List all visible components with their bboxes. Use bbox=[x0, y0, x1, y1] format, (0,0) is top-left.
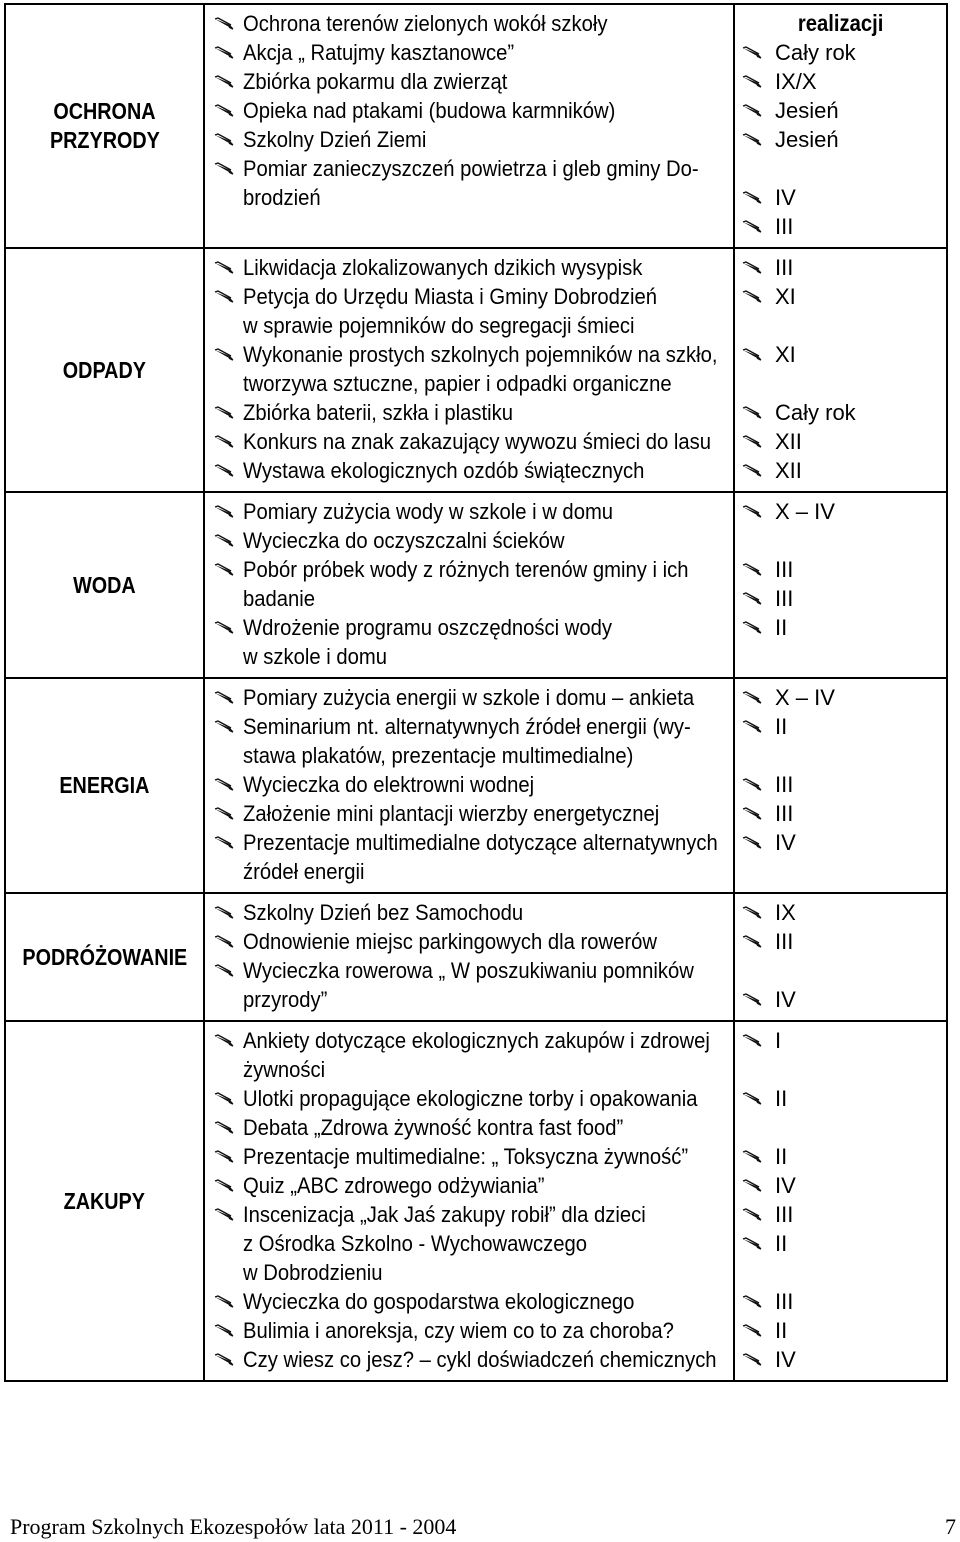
pencil-bullet-icon bbox=[213, 563, 235, 577]
category-label: PRZYRODY bbox=[49, 127, 160, 153]
activity-line bbox=[211, 741, 723, 770]
date-line bbox=[739, 828, 942, 857]
activity-line bbox=[211, 1171, 723, 1200]
date-line bbox=[739, 613, 942, 642]
activity-line bbox=[211, 497, 723, 526]
date-text: IX bbox=[775, 900, 796, 925]
activity-text: Bulimia i anoreksja, czy wiem co to za choroba? bbox=[243, 1318, 674, 1343]
date-line bbox=[739, 340, 942, 369]
dates-cell bbox=[734, 248, 947, 492]
activity-line bbox=[211, 340, 723, 369]
activity-line bbox=[211, 1200, 723, 1229]
activity-line bbox=[211, 1229, 723, 1258]
activity-text: Akcja „ Ratujmy kasztanowce” bbox=[243, 40, 515, 65]
activity-line bbox=[211, 38, 723, 67]
date-text: IV bbox=[775, 987, 796, 1012]
pencil-bullet-icon bbox=[741, 1179, 763, 1193]
activity-text: Quiz „ABC zdrowego odżywiania” bbox=[243, 1173, 545, 1198]
date-text: Cały rok bbox=[775, 40, 856, 65]
pencil-bullet-icon bbox=[213, 505, 235, 519]
activity-line bbox=[211, 369, 723, 398]
activity-line bbox=[211, 1026, 723, 1055]
activity-text: Opieka nad ptakami (budowa karmników) bbox=[243, 98, 616, 123]
date-line bbox=[739, 398, 942, 427]
pencil-bullet-icon bbox=[741, 993, 763, 1007]
activity-line bbox=[211, 253, 723, 282]
section-row bbox=[5, 678, 947, 893]
pencil-bullet-icon bbox=[213, 133, 235, 147]
date-line bbox=[739, 212, 942, 241]
date-line bbox=[739, 497, 942, 526]
date-text: IV bbox=[775, 185, 796, 210]
activity-text: Prezentacje multimedialne dotyczące alternatywnych bbox=[243, 830, 718, 855]
activity-line bbox=[211, 311, 723, 340]
activity-line bbox=[211, 857, 723, 886]
date-line bbox=[739, 770, 942, 799]
activity-text: Zbiórka baterii, szkła i plastiku bbox=[243, 400, 513, 425]
date-line bbox=[739, 1316, 942, 1345]
activity-line bbox=[211, 282, 723, 311]
pencil-bullet-icon bbox=[213, 807, 235, 821]
pencil-bullet-icon bbox=[213, 720, 235, 734]
date-line bbox=[739, 927, 942, 956]
category-cell bbox=[5, 893, 204, 1021]
pencil-bullet-icon bbox=[213, 464, 235, 478]
activity-line bbox=[211, 456, 723, 485]
category-label: PODRÓŻOWANIE bbox=[22, 943, 187, 970]
date-text: X – IV bbox=[775, 685, 835, 710]
pencil-bullet-icon bbox=[741, 1150, 763, 1164]
date-text: II bbox=[775, 1086, 788, 1111]
activity-text: Petycja do Urzędu Miasta i Gminy Dobrodzień bbox=[243, 284, 657, 309]
activities-cell bbox=[204, 492, 734, 678]
date-line bbox=[739, 311, 942, 340]
date-line bbox=[739, 96, 942, 125]
date-line bbox=[739, 67, 942, 96]
pencil-bullet-icon bbox=[741, 464, 763, 478]
pencil-bullet-icon bbox=[213, 1179, 235, 1193]
activity-text: Wycieczka rowerowa „ W poszukiwaniu pomników bbox=[243, 958, 694, 983]
activities-cell bbox=[204, 893, 734, 1021]
activity-text: z Ośrodka Szkolno - Wychowawczego bbox=[243, 1231, 588, 1256]
date-text: III bbox=[775, 255, 794, 280]
page-footer bbox=[10, 1510, 956, 1542]
category-cell bbox=[5, 1021, 204, 1381]
activity-text: Wykonanie prostych szkolnych pojemników na szkło, bbox=[243, 342, 718, 367]
date-line bbox=[739, 584, 942, 613]
activity-line bbox=[211, 898, 723, 927]
date-line bbox=[739, 956, 942, 985]
date-line bbox=[739, 712, 942, 741]
date-text: Jesień bbox=[775, 98, 839, 123]
category-cell bbox=[5, 4, 204, 248]
activity-line bbox=[211, 555, 723, 584]
activity-plan-table bbox=[4, 3, 948, 1382]
pencil-bullet-icon bbox=[213, 1034, 235, 1048]
activity-line bbox=[211, 67, 723, 96]
activity-line bbox=[211, 9, 723, 38]
activity-text: Szkolny Dzień Ziemi bbox=[243, 127, 427, 152]
realization-header bbox=[739, 9, 942, 38]
activity-text: Pomiar zanieczyszczeń powietrza i gleb gminy Do- bbox=[243, 156, 699, 181]
pencil-bullet-icon bbox=[741, 778, 763, 792]
pencil-bullet-icon bbox=[741, 1092, 763, 1106]
date-line bbox=[739, 898, 942, 927]
pencil-bullet-icon bbox=[741, 75, 763, 89]
pencil-bullet-icon bbox=[741, 720, 763, 734]
activity-text: Debata „Zdrowa żywność kontra fast food” bbox=[243, 1115, 624, 1140]
activity-line bbox=[211, 1287, 723, 1316]
pencil-bullet-icon bbox=[213, 1150, 235, 1164]
date-text: III bbox=[775, 1202, 794, 1227]
section-row bbox=[5, 492, 947, 678]
activity-line bbox=[211, 125, 723, 154]
date-text: X – IV bbox=[775, 499, 835, 524]
activity-line bbox=[211, 1055, 723, 1084]
pencil-bullet-icon bbox=[741, 906, 763, 920]
section-row bbox=[5, 1021, 947, 1381]
pencil-bullet-icon bbox=[213, 836, 235, 850]
pencil-bullet-icon bbox=[741, 406, 763, 420]
date-text: II bbox=[775, 615, 788, 640]
category-label: OCHRONA bbox=[53, 98, 156, 124]
activity-line bbox=[211, 985, 723, 1014]
pencil-bullet-icon bbox=[213, 778, 235, 792]
activity-line bbox=[211, 1258, 723, 1287]
date-line bbox=[739, 741, 942, 770]
activity-line bbox=[211, 642, 723, 671]
footer-title: Program Szkolnych Ekozespołów lata 2011 - 2004 bbox=[10, 1514, 457, 1539]
date-line bbox=[739, 125, 942, 154]
pencil-bullet-icon bbox=[213, 1208, 235, 1222]
pencil-bullet-icon bbox=[741, 104, 763, 118]
date-text: IV bbox=[775, 1347, 796, 1372]
date-line bbox=[739, 985, 942, 1014]
activity-text: w Dobrodzieniu bbox=[243, 1260, 383, 1285]
pencil-bullet-icon bbox=[741, 435, 763, 449]
activity-text: Likwidacja zlokalizowanych dzikich wysypisk bbox=[243, 255, 643, 280]
activity-line bbox=[211, 183, 723, 212]
category-label: WODA bbox=[73, 571, 136, 598]
pencil-bullet-icon bbox=[213, 1295, 235, 1309]
activity-text: Pobór próbek wody z różnych terenów gminy i ich bbox=[243, 557, 689, 582]
date-text: III bbox=[775, 801, 794, 826]
date-line bbox=[739, 1345, 942, 1374]
section-row bbox=[5, 248, 947, 492]
date-text: II bbox=[775, 714, 788, 739]
date-text: XI bbox=[775, 342, 796, 367]
date-line bbox=[739, 1258, 942, 1287]
date-line bbox=[739, 282, 942, 311]
pencil-bullet-icon bbox=[213, 75, 235, 89]
date-text: XI bbox=[775, 284, 796, 309]
pencil-bullet-icon bbox=[213, 1092, 235, 1106]
date-line bbox=[739, 1084, 942, 1113]
activity-text: źródeł energii bbox=[243, 859, 365, 884]
pencil-bullet-icon bbox=[213, 104, 235, 118]
pencil-bullet-icon bbox=[741, 290, 763, 304]
pencil-bullet-icon bbox=[741, 348, 763, 362]
pencil-bullet-icon bbox=[213, 534, 235, 548]
pencil-bullet-icon bbox=[741, 191, 763, 205]
pencil-bullet-icon bbox=[741, 691, 763, 705]
pencil-bullet-icon bbox=[213, 964, 235, 978]
date-text: I bbox=[775, 1028, 782, 1053]
pencil-bullet-icon bbox=[741, 836, 763, 850]
activity-text: Ankiety dotyczące ekologicznych zakupów i zdrowej bbox=[243, 1028, 710, 1053]
date-line bbox=[739, 183, 942, 212]
date-text: II bbox=[775, 1318, 788, 1343]
activity-line bbox=[211, 927, 723, 956]
date-text: III bbox=[775, 586, 794, 611]
activity-text: przyrody” bbox=[243, 987, 328, 1012]
date-line bbox=[739, 456, 942, 485]
activity-line bbox=[211, 770, 723, 799]
activity-line bbox=[211, 1113, 723, 1142]
pencil-bullet-icon bbox=[213, 621, 235, 635]
activities-cell bbox=[204, 678, 734, 893]
activity-text: Ochrona terenów zielonych wokół szkoły bbox=[243, 11, 608, 36]
date-line bbox=[739, 38, 942, 67]
pencil-bullet-icon bbox=[741, 563, 763, 577]
activity-line bbox=[211, 398, 723, 427]
activity-text: Założenie mini plantacji wierzby energetycznej bbox=[243, 801, 660, 826]
activity-line bbox=[211, 799, 723, 828]
date-line bbox=[739, 154, 942, 183]
activity-text: Seminarium nt. alternatywnych źródeł energii (wy- bbox=[243, 714, 691, 739]
date-text: III bbox=[775, 1289, 794, 1314]
date-text: IV bbox=[775, 1173, 796, 1198]
date-text: Cały rok bbox=[775, 400, 856, 425]
activities-cell bbox=[204, 1021, 734, 1381]
activity-text: Wdrożenie programu oszczędności wody bbox=[243, 615, 612, 640]
activity-text: żywności bbox=[243, 1057, 326, 1082]
category-cell bbox=[5, 248, 204, 492]
activity-text: Wycieczka do elektrowni wodnej bbox=[243, 772, 535, 797]
pencil-bullet-icon bbox=[213, 162, 235, 176]
pencil-bullet-icon bbox=[741, 261, 763, 275]
pencil-bullet-icon bbox=[741, 1324, 763, 1338]
activity-line bbox=[211, 1142, 723, 1171]
dates-cell bbox=[734, 4, 947, 248]
date-line bbox=[739, 857, 942, 886]
pencil-bullet-icon bbox=[741, 133, 763, 147]
date-line bbox=[739, 799, 942, 828]
date-text: IV bbox=[775, 830, 796, 855]
section-row bbox=[5, 4, 947, 248]
date-line bbox=[739, 1113, 942, 1142]
activity-text: Odnowienie miejsc parkingowych dla rowerów bbox=[243, 929, 657, 954]
pencil-bullet-icon bbox=[213, 17, 235, 31]
activity-text: w szkole i domu bbox=[243, 644, 387, 669]
date-text: IX/X bbox=[775, 69, 817, 94]
activity-text: Wycieczka do gospodarstwa ekologicznego bbox=[243, 1289, 635, 1314]
category-cell bbox=[5, 492, 204, 678]
activity-line bbox=[211, 584, 723, 613]
pencil-bullet-icon bbox=[741, 1353, 763, 1367]
category-label: ODPADY bbox=[62, 356, 147, 383]
pencil-bullet-icon bbox=[741, 1208, 763, 1222]
pencil-bullet-icon bbox=[741, 935, 763, 949]
activity-text: Wystawa ekologicznych ozdób świątecznych bbox=[243, 458, 645, 483]
pencil-bullet-icon bbox=[213, 290, 235, 304]
date-line bbox=[739, 1171, 942, 1200]
pencil-bullet-icon bbox=[213, 935, 235, 949]
pencil-bullet-icon bbox=[741, 1034, 763, 1048]
date-text: III bbox=[775, 557, 794, 582]
activity-text: Konkurs na znak zakazujący wywozu śmieci do lasu bbox=[243, 429, 711, 454]
activity-text: badanie bbox=[243, 586, 316, 611]
pencil-bullet-icon bbox=[741, 220, 763, 234]
date-line bbox=[739, 1055, 942, 1084]
pencil-bullet-icon bbox=[741, 1295, 763, 1309]
date-text: II bbox=[775, 1231, 788, 1256]
category-label: ENERGIA bbox=[59, 772, 150, 798]
activity-line bbox=[211, 427, 723, 456]
document-page bbox=[4, 3, 946, 1382]
activity-text: Ulotki propagujące ekologiczne torby i opakowania bbox=[243, 1086, 698, 1111]
category-label: ZAKUPY bbox=[63, 1187, 146, 1214]
pencil-bullet-icon bbox=[213, 406, 235, 420]
dates-cell bbox=[734, 1021, 947, 1381]
date-text: III bbox=[775, 772, 794, 797]
date-line bbox=[739, 253, 942, 282]
activity-line bbox=[211, 1345, 723, 1374]
pencil-bullet-icon bbox=[213, 261, 235, 275]
pencil-bullet-icon bbox=[213, 906, 235, 920]
activity-text: brodzień bbox=[243, 185, 321, 210]
date-line bbox=[739, 555, 942, 584]
activity-text: Szkolny Dzień bez Samochodu bbox=[243, 900, 524, 925]
activity-text: Pomiary zużycia energii w szkole i domu – ankieta bbox=[243, 685, 695, 710]
activity-line bbox=[211, 96, 723, 125]
section-row bbox=[5, 893, 947, 1021]
activity-text: Prezentacje multimedialne: „ Toksyczna żywność” bbox=[243, 1144, 689, 1169]
activity-line bbox=[211, 956, 723, 985]
activities-cell bbox=[204, 248, 734, 492]
dates-cell bbox=[734, 492, 947, 678]
date-line bbox=[739, 1200, 942, 1229]
activity-line bbox=[211, 1316, 723, 1345]
activity-text: stawa plakatów, prezentacje multimedialne) bbox=[243, 743, 634, 768]
pencil-bullet-icon bbox=[213, 691, 235, 705]
activity-line bbox=[211, 828, 723, 857]
activity-line bbox=[211, 613, 723, 642]
page-number: 7 bbox=[945, 1514, 956, 1539]
date-text: III bbox=[775, 929, 794, 954]
date-line bbox=[739, 642, 942, 671]
activity-line bbox=[211, 154, 723, 183]
pencil-bullet-icon bbox=[213, 1121, 235, 1135]
activity-text: Inscenizacja „Jak Jaś zakupy robił” dla dzieci bbox=[243, 1202, 646, 1227]
pencil-bullet-icon bbox=[213, 1353, 235, 1367]
activities-cell bbox=[204, 4, 734, 248]
pencil-bullet-icon bbox=[741, 46, 763, 60]
dates-cell bbox=[734, 678, 947, 893]
dates-cell bbox=[734, 893, 947, 1021]
activity-line bbox=[211, 526, 723, 555]
pencil-bullet-icon bbox=[741, 807, 763, 821]
activity-text: Pomiary zużycia wody w szkole i w domu bbox=[243, 499, 614, 524]
pencil-bullet-icon bbox=[741, 621, 763, 635]
category-cell bbox=[5, 678, 204, 893]
pencil-bullet-icon bbox=[213, 1324, 235, 1338]
date-line bbox=[739, 427, 942, 456]
pencil-bullet-icon bbox=[741, 1237, 763, 1251]
pencil-bullet-icon bbox=[741, 592, 763, 606]
pencil-bullet-icon bbox=[213, 46, 235, 60]
activity-text: w sprawie pojemników do segregacji śmieci bbox=[243, 313, 635, 338]
activity-line bbox=[211, 683, 723, 712]
date-line bbox=[739, 683, 942, 712]
date-line bbox=[739, 1287, 942, 1316]
activity-line bbox=[211, 712, 723, 741]
date-line bbox=[739, 1229, 942, 1258]
activity-text: Zbiórka pokarmu dla zwierząt bbox=[243, 69, 508, 94]
date-line bbox=[739, 1142, 942, 1171]
activity-text: tworzywa sztuczne, papier i odpadki organiczne bbox=[243, 371, 672, 396]
activity-text: Czy wiesz co jesz? – cykl doświadczeń chemicznych bbox=[243, 1347, 717, 1372]
date-line bbox=[739, 369, 942, 398]
date-text: III bbox=[775, 214, 794, 239]
date-text: Jesień bbox=[775, 127, 839, 152]
activity-text: Wycieczka do oczyszczalni ścieków bbox=[243, 528, 565, 553]
date-text: XII bbox=[775, 458, 802, 483]
date-text: II bbox=[775, 1144, 788, 1169]
pencil-bullet-icon bbox=[213, 435, 235, 449]
pencil-bullet-icon bbox=[741, 505, 763, 519]
date-line bbox=[739, 1026, 942, 1055]
date-line bbox=[739, 526, 942, 555]
date-text: XII bbox=[775, 429, 802, 454]
activity-line bbox=[211, 1084, 723, 1113]
realization-header-text: realizacji bbox=[797, 10, 884, 36]
pencil-bullet-icon bbox=[213, 348, 235, 362]
